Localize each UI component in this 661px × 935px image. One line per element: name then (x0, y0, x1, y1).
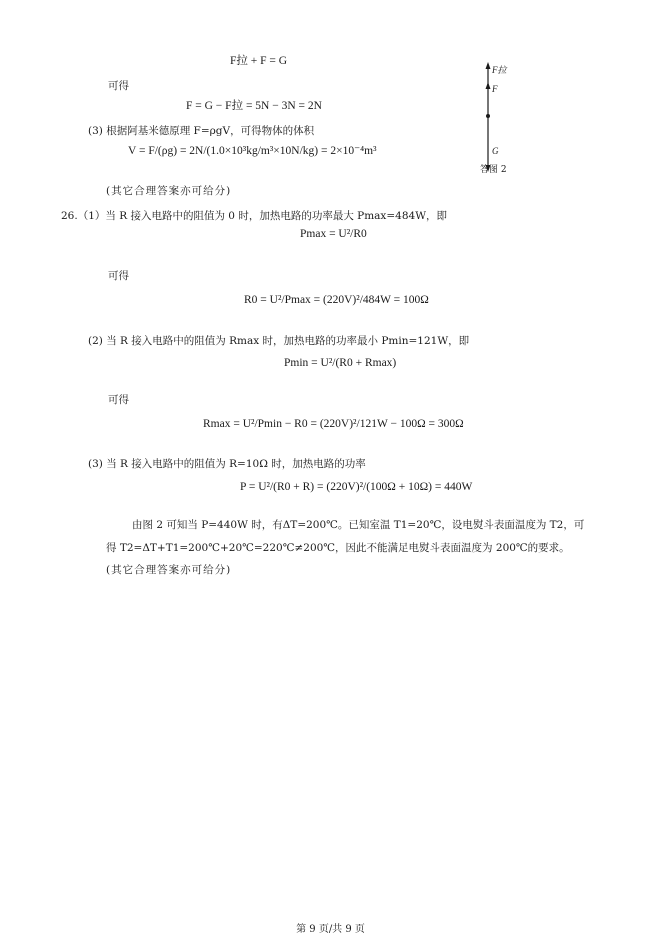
q26-part1-text: 26.（1）当 R 接入电路中的阻值为 0 时，加热电路的功率最大 Pmax=484W，即 (61, 210, 447, 222)
equation-power: P = U²/(R0 + R) = (220V)²/(100Ω + 10Ω) = 440W (240, 481, 473, 493)
paragraph-conclusion-line2: 得 T2=ΔT+T1=200℃+20℃=220℃≠200℃，因此不能满足电熨斗表面温度为 200℃的要求。 (106, 542, 570, 554)
equation-rmax: Rmax = U²/Pmin − R0 = (220V)²/121W − 100Ω = 300Ω (203, 418, 464, 430)
paragraph-conclusion-line1: 由图 2 可知当 P=440W 时，有ΔT=200℃。已知室温 T1=20℃，设电熨斗表面温度为 T2，可 (132, 519, 585, 531)
equation-pmax: Pmax = U²/R0 (300, 228, 367, 240)
label-f: F (492, 84, 498, 94)
equation-force-balance: F拉 + F = G (230, 55, 288, 67)
q26-part3-text: (3) 当 R 接入电路中的阻值为 R=10Ω 时，加热电路的功率 (88, 458, 366, 470)
equation-pmin: Pmin = U²/(R0 + Rmax) (284, 357, 397, 369)
figure-caption: 答图 2 (480, 165, 507, 175)
page-number: 第 9 页/共 9 页 (296, 924, 365, 935)
text-keyi-3: 可得 (108, 394, 129, 406)
note-alternative-answers-2: (其它合理答案亦可给分) (106, 564, 232, 576)
q26-part2-text: (2) 当 R 接入电路中的阻值为 Rmax 时，加热电路的功率最小 Pmin=121W，即 (88, 335, 470, 347)
equation-r0: R0 = U²/Pmax = (220V)²/484W = 100Ω (244, 294, 429, 306)
force-diagram-svg (470, 58, 520, 178)
arrow-up-top-icon (486, 62, 491, 69)
text-keyi-2: 可得 (108, 270, 129, 282)
arrow-up-middle-icon (486, 82, 491, 89)
object-point (486, 114, 490, 118)
text-keyi-1: 可得 (108, 80, 129, 92)
text-archimedes-step: (3) 根据阿基米德原理 F=ρgV，可得物体的体积 (88, 125, 315, 137)
force-diagram (470, 58, 520, 178)
equation-buoyant-force: F = G − F拉 = 5N − 3N = 2N (186, 100, 322, 112)
label-f-la: F拉 (492, 65, 507, 75)
label-g: G (492, 146, 499, 156)
equation-volume: V = F/(ρg) = 2N/(1.0×10³kg/m³×10N/kg) = 2×10⁻⁴m³ (128, 145, 377, 157)
note-alternative-answers-1: (其它合理答案亦可给分) (106, 185, 232, 197)
